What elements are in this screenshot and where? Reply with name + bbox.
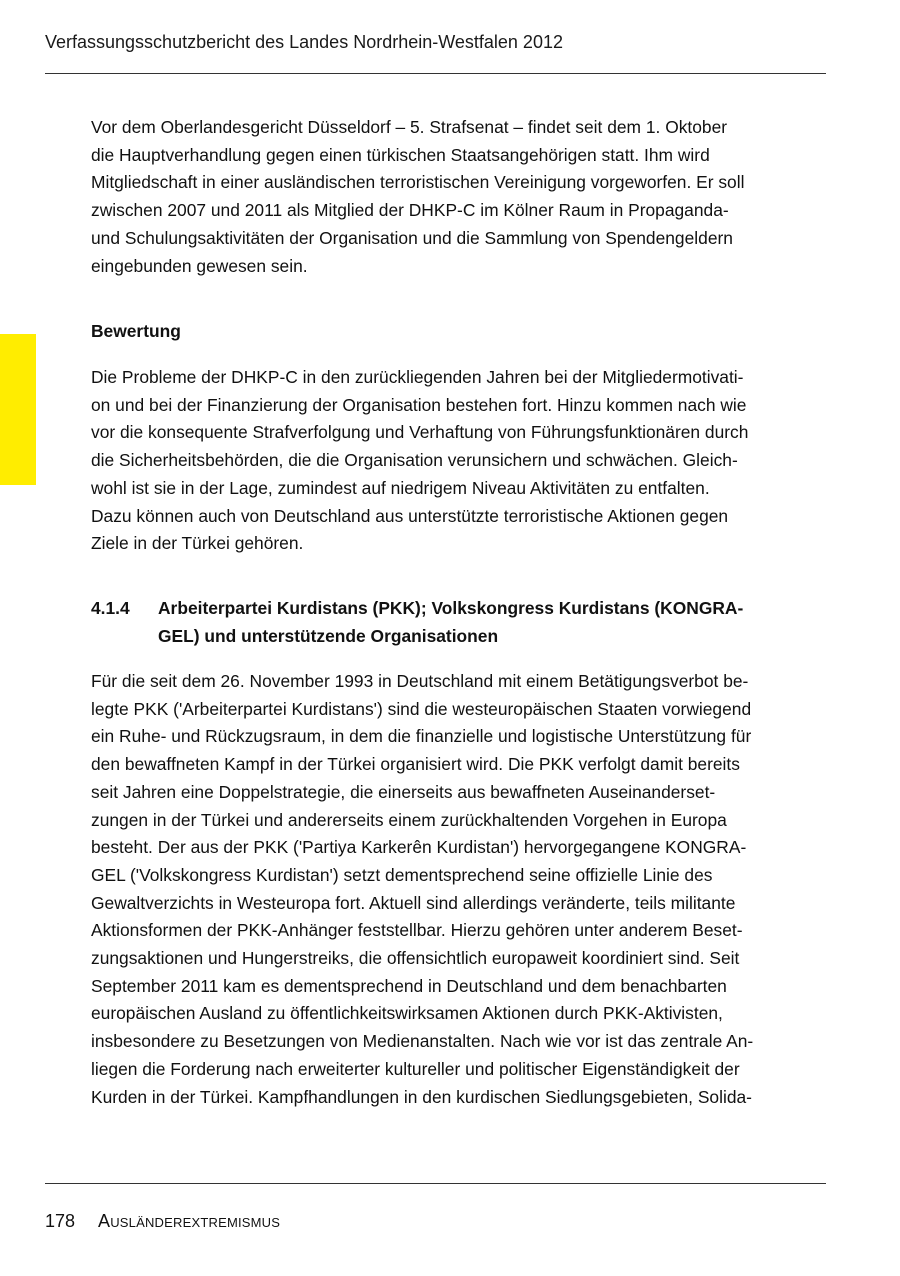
section-title — [158, 595, 743, 650]
text-line: Die Probleme der DHKP-C in den zurückliegenden Jahren bei der Mitgliedermotivati- — [91, 367, 744, 387]
text-line: Vor dem Oberlandesgericht Düsseldorf – 5. Strafsenat – findet seit dem 1. Oktober — [91, 117, 728, 137]
section-title-line: Arbeiterpartei Kurdistans (PKK); Volkskongress Kurdistans (KONGRA- — [158, 598, 744, 618]
text-line: liegen die Forderung nach erweiterter kultureller und politischer Eigenständigkeit der — [91, 1058, 740, 1079]
text-line: Mitgliedschaft in einer ausländischen terroristischen Vereinigung vorgeworfen. Er soll — [91, 172, 745, 193]
text-line: insbesondere zu Besetzungen von Medienanstalten. Nach wie vor ist das zentrale An- — [91, 1031, 754, 1052]
text-line: vor die konsequente Strafverfolgung und Verhaftung von Führungsfunktionären durch — [91, 422, 749, 443]
paragraph-pkk — [91, 668, 753, 1111]
text-line: legte PKK ('Arbeiterpartei Kurdistans') sind die westeuropäischen Staaten vorwiegend — [91, 698, 752, 719]
footer-rule — [45, 1183, 826, 1184]
text-line: Gewaltverzichts in Westeuropa fort. Aktuell sind allerdings veränderte, teils militante — [91, 892, 736, 913]
text-line: ein Ruhe- und Rückzugsraum, in dem die finanzielle und logistische Unterstützung für — [91, 726, 752, 747]
text-line: den bewaffneten Kampf in der Türkei organisiert wird. Die PKK verfolgt damit bereits — [91, 754, 740, 775]
text-line: besteht. Der aus der PKK ('Partiya Karkerên Kurdistan') hervorgegangene KONGRA- — [91, 837, 747, 858]
text-line: on und bei der Finanzierung der Organisation bestehen fort. Hinzu kommen nach wie — [91, 394, 747, 415]
text-line: wohl ist sie in der Lage, zumindest auf niedrigem Niveau Aktivitäten zu entfalten. — [91, 477, 710, 498]
text-line: September 2011 kam es dementsprechend in Deutschland und dem benachbarten — [91, 975, 727, 996]
header-rule — [45, 73, 826, 74]
section-number: 4.1.4 — [91, 598, 130, 618]
text-line: europäischen Ausland zu öffentlichkeitswirksamen Aktionen durch PKK-Aktivisten, — [91, 1003, 723, 1024]
text-line: eingebunden gewesen sein. — [91, 255, 308, 276]
text-line: Kurden in der Türkei. Kampfhandlungen in den kurdischen Siedlungsgebieten, Solida- — [91, 1086, 752, 1107]
paragraph-trial — [91, 114, 744, 280]
text-line: seit Jahren eine Doppelstrategie, die einerseits aus bewaffneten Auseinanderset- — [91, 781, 716, 802]
page-number: 178 — [45, 1211, 76, 1231]
chapter-marker-tab — [0, 334, 36, 485]
text-line: und Schulungsaktivitäten der Organisation und die Sammlung von Spendengeldern — [91, 227, 733, 248]
footer-section-title: Ausländerextremismus — [98, 1211, 281, 1231]
text-line: Dazu können auch von Deutschland aus unterstützte terroristische Aktionen gegen — [91, 505, 729, 526]
text-line: die Hauptverhandlung gegen einen türkischen Staatsangehörigen statt. Ihm wird — [91, 144, 710, 165]
text-line: GEL ('Volkskongress Kurdistan') setzt dementsprechend seine offizielle Linie des — [91, 864, 713, 885]
text-line: Ziele in der Türkei gehören. — [91, 533, 304, 554]
text-line: zungen in der Türkei und andererseits einem zurückhaltenden Vorgehen in Europa — [91, 809, 727, 830]
subheading-bewertung: Bewertung — [91, 321, 181, 341]
text-line: Für die seit dem 26. November 1993 in Deutschland mit einem Betätigungsverbot be- — [91, 671, 749, 691]
section-title-line: GEL) und unterstützende Organisationen — [158, 625, 499, 646]
running-header: Verfassungsschutzbericht des Landes Nordrhein-Westfalen 2012 — [45, 32, 563, 52]
paragraph-assessment — [91, 364, 748, 558]
text-line: Aktionsformen der PKK-Anhänger feststellbar. Hierzu gehören unter anderem Beset- — [91, 920, 743, 941]
text-line: zungsaktionen und Hungerstreiks, die offensichtlich europaweit koordiniert sind. Seit — [91, 948, 740, 969]
text-line: die Sicherheitsbehörden, die die Organisation verunsichern und schwächen. Gleich- — [91, 450, 738, 471]
text-line: zwischen 2007 und 2011 als Mitglied der DHKP-C im Kölner Raum in Propaganda- — [91, 200, 729, 221]
